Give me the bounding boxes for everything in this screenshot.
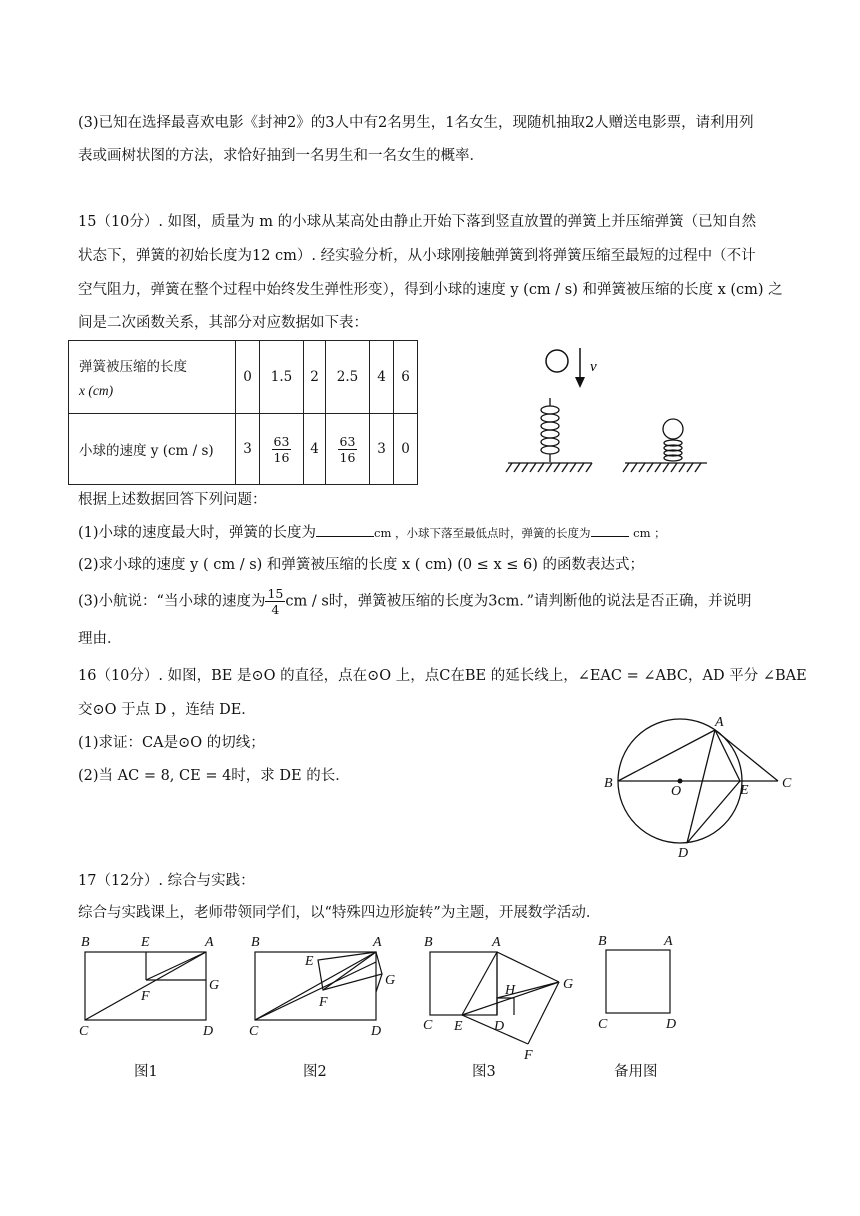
q17-line1: 17（12分）. 综合与实践：: [78, 873, 255, 889]
point-label-c: C: [782, 776, 792, 791]
fraction: [338, 434, 358, 465]
q15-part3-text-a: (3)小航说：“当小球的速度为: [78, 593, 266, 610]
q15-part1: [78, 522, 666, 543]
table-cell: 2: [304, 341, 326, 414]
figure-2: [245, 932, 405, 1042]
spare-label-c: C: [598, 1017, 608, 1032]
spare-label-b: B: [598, 934, 607, 949]
spring-compressed: [623, 419, 707, 472]
velocity-label: v: [590, 359, 597, 375]
fig1-label-f: F: [141, 989, 150, 1004]
fig3-label-a: A: [492, 935, 501, 950]
denominator: 4: [271, 602, 280, 617]
table-cell: 6: [394, 341, 418, 414]
point-label-d: D: [678, 846, 689, 861]
q17-line2: 综合与实践课上，老师带领同学们，以“特殊四边形旋转”为主题，开展数学活动．: [78, 905, 601, 921]
q15-intro: 根据上述数据回答下列问题：: [78, 492, 267, 508]
q15-part1-text-a: (1)小球的速度最大时，弹簧的长度为: [78, 525, 317, 541]
fig3-label-c: C: [423, 1018, 433, 1033]
fig1-label-c: C: [79, 1024, 89, 1039]
fig1-label-e: E: [141, 935, 150, 950]
fraction: [265, 586, 285, 617]
fig3-label-b: B: [424, 935, 433, 950]
table-row2-header: 小球的速度 y (cm / s): [69, 414, 236, 485]
table-cell: 3: [236, 414, 260, 485]
q16-line1: 16（10分）. 如图，BE 是⊙O 的直径，点在⊙O 上，点C在BE 的延长线上，∠EAC = ∠ABC，AD 平分 ∠BAE: [78, 668, 807, 684]
q15-line4: 间是二次函数关系，其部分对应数据如下表：: [78, 315, 368, 331]
fig1-label-g: G: [209, 978, 220, 993]
fig3-label-h: H: [505, 983, 516, 998]
table-cell: 2.5: [326, 341, 370, 414]
q16-part1: (1)求证：CA是⊙O 的切线；: [78, 735, 265, 751]
denominator: 16: [339, 449, 356, 465]
figure-3: [420, 932, 590, 1062]
table-cell: 0: [394, 414, 418, 485]
q15-line1: 15（10分）. 如图，质量为 m 的小球从某高处由静止开始下落到竖直放置的弹簧上并压缩弹簧（已知自然: [78, 214, 757, 230]
fig2-label-b: B: [251, 935, 260, 950]
q15-part3-text-b: cm / s时，弹簧被压缩的长度为3cm．”请判断他的说法是否正确，并说明: [285, 593, 752, 610]
figure-3-caption: 图3: [472, 1064, 496, 1080]
fig2-label-f: F: [319, 995, 328, 1010]
circle-figure: [600, 712, 800, 862]
q15-line3: 空气阻力，弹簧在整个过程中始终发生弹性形变），得到小球的速度 y (cm / s) 和弹簧被压缩的长度 x (cm) 之: [78, 282, 783, 298]
table-cell: 0: [236, 341, 260, 414]
q15-part3: [78, 586, 752, 617]
q15-part1-text-c: cm ；: [633, 526, 666, 540]
q15-part3-line2: 理由．: [78, 631, 122, 647]
table-cell: 4: [370, 341, 394, 414]
fig2-label-g: G: [385, 973, 396, 988]
fig3-label-g: G: [563, 977, 574, 992]
q15-part2: (2)求小球的速度 y ( cm / s) 和弹簧被压缩的长度 x ( cm) (0 ≤ x ≤ 6) 的函数表达式；: [78, 557, 644, 573]
fig1-label-d: D: [203, 1024, 214, 1039]
numerator: 63: [339, 433, 356, 449]
q15-data-table: [68, 340, 418, 485]
fig3-label-d: D: [494, 1019, 505, 1034]
row1-unit: x (cm): [79, 383, 114, 398]
fig2-label-e: E: [305, 954, 314, 969]
figure-2-caption: 图2: [303, 1064, 327, 1080]
point-label-b: B: [604, 776, 613, 791]
q16-line2: 交⊙O 于点 D ，连结 DE．: [78, 702, 256, 718]
q16-part2: (2)当 AC = 8, CE = 4时，求 DE 的长．: [78, 768, 350, 784]
spring-long: [506, 398, 592, 472]
q14-part3-line2: 表或画树状图的方法，求恰好抽到一名男生和一名女生的概率．: [78, 148, 484, 164]
fig2-label-d: D: [371, 1024, 382, 1039]
point-label-a: A: [715, 715, 724, 730]
spare-label-d: D: [666, 1017, 677, 1032]
fig3-label-f: F: [524, 1048, 533, 1063]
fig1-label-b: B: [81, 935, 90, 950]
denominator: 16: [273, 449, 290, 465]
figure-1: [75, 932, 235, 1042]
q15-line2: 状态下，弹簧的初始长度为12 cm）. 经实验分析，从小球刚接触弹簧到将弹簧压缩至最短的过程中（不计: [78, 248, 756, 264]
spare-figure-caption: 备用图: [614, 1064, 658, 1080]
point-label-o: O: [671, 784, 682, 799]
answer-blank: [591, 522, 629, 537]
numerator: 63: [273, 433, 290, 449]
table-cell: 3: [370, 414, 394, 485]
q15-part1-text-b: cm ，小球下落至最低点时，弹簧的长度为: [374, 526, 591, 540]
q14-part3-line1: (3)已知在选择最喜欢电影《封神2》的3人中有2名男生，1名女生，现随机抽取2人赠送电影票，请利用列: [78, 115, 754, 131]
table-cell: [260, 414, 304, 485]
answer-blank: [316, 522, 374, 537]
table-cell: 4: [304, 414, 326, 485]
table-cell: 1.5: [260, 341, 304, 414]
row1-label: 弹簧被压缩的长度: [79, 359, 187, 375]
table-cell: [326, 414, 370, 485]
fraction: [272, 434, 292, 465]
figure-1-caption: 图1: [134, 1064, 158, 1080]
numerator: 15: [267, 586, 284, 601]
table-row1-header: [69, 341, 236, 414]
fig1-label-a: A: [205, 935, 214, 950]
fig3-label-e: E: [454, 1019, 463, 1034]
fig2-label-a: A: [373, 935, 382, 950]
spare-figure: [596, 932, 696, 1042]
fig2-label-c: C: [249, 1024, 259, 1039]
point-label-e: E: [740, 783, 749, 798]
spring-figure: [500, 340, 720, 480]
spare-label-a: A: [664, 934, 673, 949]
